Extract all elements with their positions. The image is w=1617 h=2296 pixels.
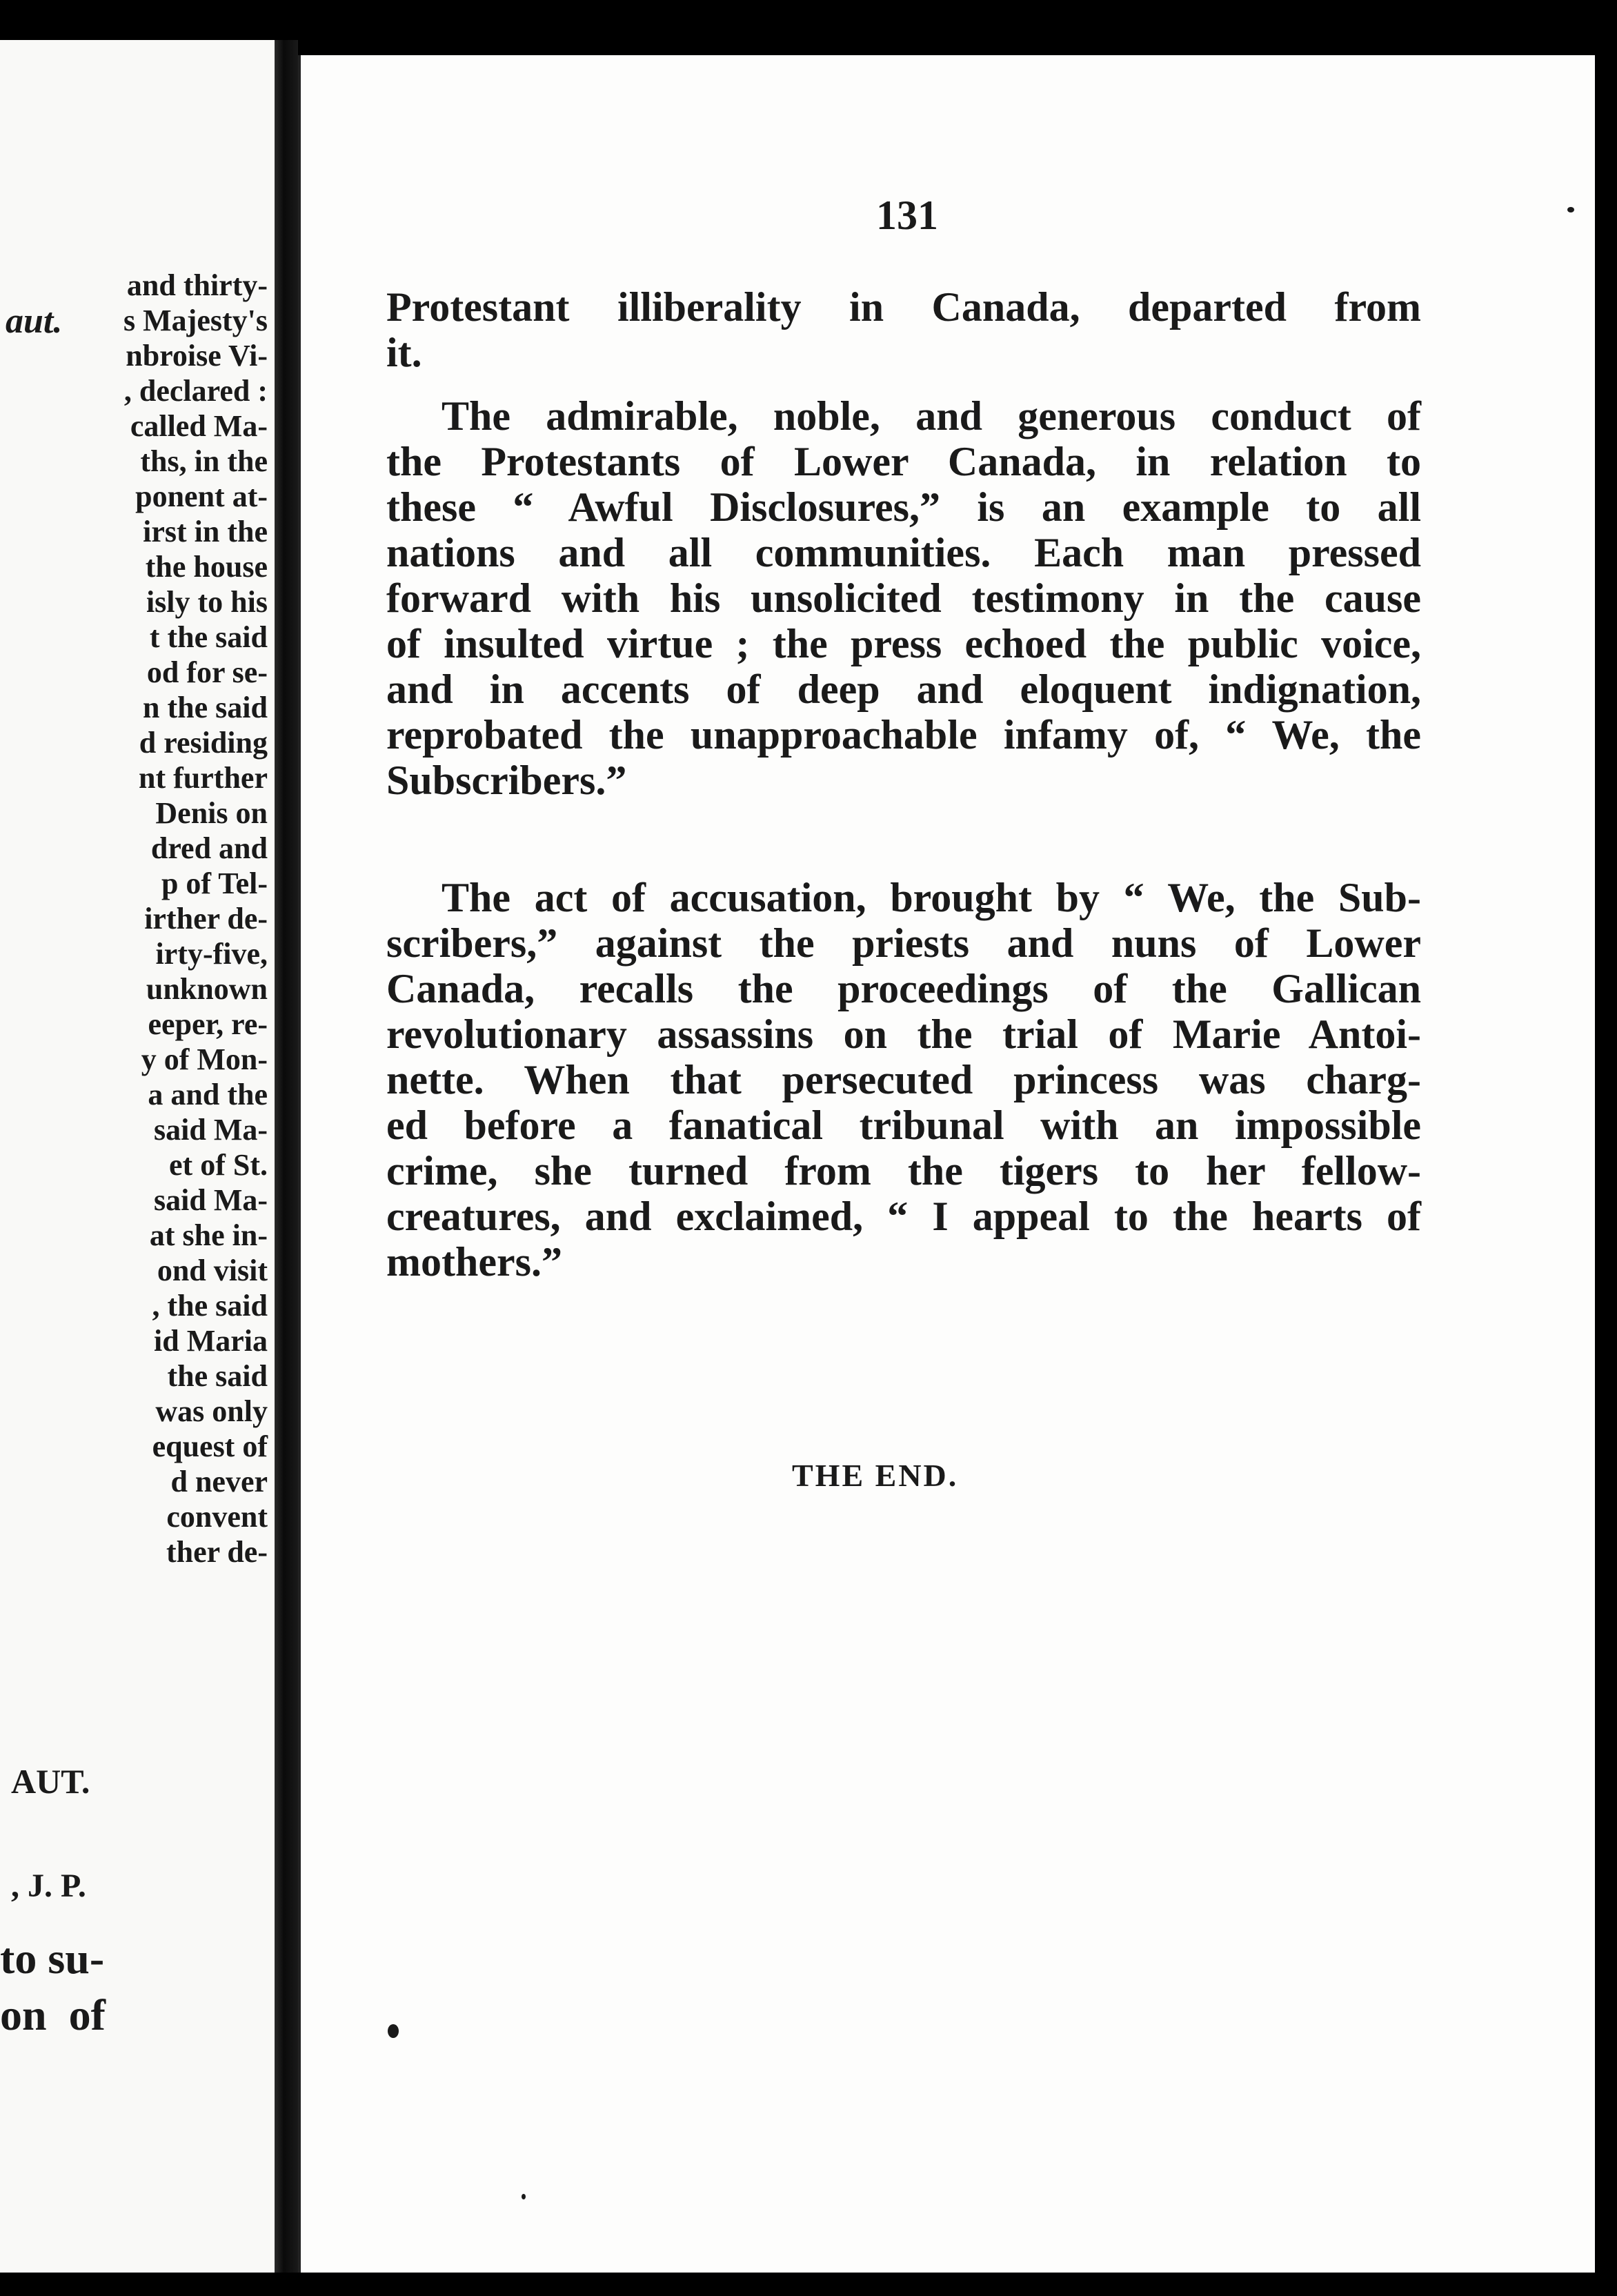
left-signature: AUT. [11, 1762, 90, 1801]
paragraph-line: ed before a fanatical tribunal with an impossible [386, 1102, 1421, 1148]
left-column-line: the said [167, 1359, 268, 1393]
scan-right-border [1595, 55, 1617, 2296]
left-column-line: irst in the [143, 515, 268, 548]
the-end-label: THE END. [792, 1458, 959, 1493]
page-number: 131 [876, 192, 938, 238]
paragraph-line: the Protestants of Lower Canada, in relation to [386, 439, 1421, 484]
paragraph-1 [386, 284, 1421, 375]
paragraph-line: it. [386, 330, 422, 375]
left-column-line: called Ma- [130, 409, 268, 443]
paragraph-2 [386, 393, 1421, 803]
left-column-line: equest of [152, 1429, 268, 1463]
ink-speck [1567, 207, 1574, 212]
left-column-line: d residing [139, 726, 268, 760]
paragraph-line: nette. When that persecuted princess was charg- [386, 1057, 1421, 1102]
paragraph-line: these “ Awful Disclosures,” is an example to all [386, 484, 1421, 530]
paragraph-line: The admirable, noble, and generous conduct of [442, 393, 1421, 439]
left-column-line: et of St. [169, 1148, 268, 1182]
left-column-line: y of Mon- [141, 1042, 268, 1076]
left-page [0, 40, 275, 2275]
left-column-line: ond visit [157, 1254, 268, 1287]
left-justice-line: , J. P. [11, 1868, 86, 1904]
left-column-line: , declared : [123, 374, 268, 408]
paragraph-line: scribers,” against the priests and nuns of Lower [386, 920, 1421, 966]
paragraph-line: mothers.” [386, 1239, 562, 1285]
paragraph-line: revolutionary assassins on the trial of Marie Antoi- [386, 1011, 1421, 1057]
left-column-line: irty-five, [155, 937, 268, 971]
left-column-line: s Majesty's [123, 304, 268, 337]
left-column-line: at she in- [149, 1218, 268, 1252]
paragraph-line: crime, she turned from the tigers to her fellow- [386, 1148, 1421, 1194]
left-column-line: n the said [143, 691, 268, 724]
left-column-line: the house [145, 550, 268, 584]
paragraph-line: Subscribers.” [386, 758, 627, 803]
left-column-line: od for se- [146, 655, 268, 689]
paragraph-line: creatures, and exclaimed, “ I appeal to the hearts of [386, 1194, 1421, 1239]
left-column-line: id Maria [154, 1324, 268, 1358]
left-column-line: p of Tel- [161, 867, 268, 900]
left-column-line: nt further [139, 761, 268, 795]
left-column-line: d never [170, 1465, 268, 1498]
left-column-line: and thirty- [126, 268, 268, 302]
ink-speck [522, 2194, 526, 2199]
paragraph-line: forward with his unsolicited testimony in the cause [386, 575, 1421, 621]
left-column-line: , the said [152, 1289, 268, 1323]
paragraph-line: nations and all communities. Each man pressed [386, 530, 1421, 575]
left-column-line: ths, in the [140, 444, 268, 478]
left-column-line: said Ma- [154, 1113, 268, 1147]
left-column-line: nbroise Vi- [126, 339, 268, 373]
left-running-head: aut. [6, 301, 63, 341]
left-column-line: said Ma- [154, 1183, 268, 1217]
left-tail-text [0, 1930, 106, 2043]
left-column-line: ponent at- [135, 479, 268, 513]
left-column-line: dred and [150, 831, 268, 865]
left-column-line: irther de- [144, 902, 268, 936]
left-column-line: convent [166, 1500, 268, 1534]
left-page-column [33, 268, 268, 1570]
left-column-line: Denis on [155, 796, 268, 830]
book-gutter [275, 40, 298, 2275]
left-column-line: isly to his [146, 585, 268, 619]
left-column-line: ther de- [166, 1535, 268, 1569]
paragraph-3 [386, 875, 1421, 1285]
paragraph-line: Protestant illiberality in Canada, departed from [386, 284, 1421, 330]
paragraph-line: The act of accusation, brought by “ We, the Sub- [442, 875, 1421, 920]
paragraph-line: and in accents of deep and eloquent indignation, [386, 666, 1421, 712]
paragraph-line: of insulted virtue ; the press echoed the public voice, [386, 621, 1421, 666]
paragraph-line: Canada, recalls the proceedings of the Gallican [386, 966, 1421, 1011]
left-column-line: unknown [146, 972, 268, 1006]
left-tail-line: to su- [0, 1934, 105, 1983]
left-column-line: was only [155, 1394, 268, 1428]
left-column-line: a and the [148, 1078, 268, 1111]
scan-bottom-border [0, 2273, 1617, 2296]
left-column-line: t the said [149, 620, 268, 654]
left-column-line: eeper, re- [148, 1007, 268, 1041]
paragraph-line: reprobated the unapproachable infamy of, “ We, the [386, 712, 1421, 758]
ink-speck [388, 2024, 399, 2038]
left-tail-line: on of [0, 1990, 106, 2039]
